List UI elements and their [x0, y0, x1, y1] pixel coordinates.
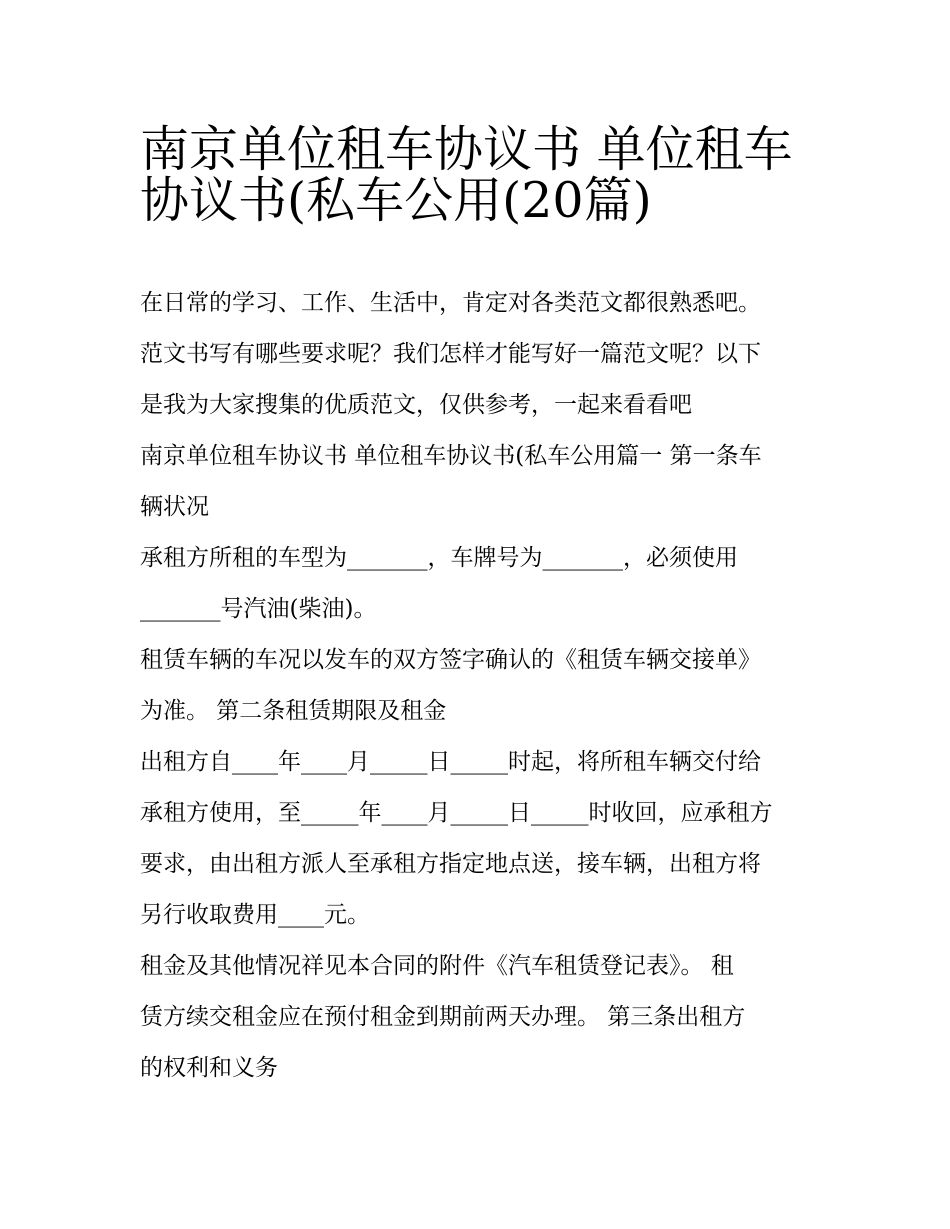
text-line: 是我为大家搜集的优质范文，仅供参考，一起来看看吧 — [140, 392, 692, 418]
paragraph-vehicle-info — [140, 533, 830, 635]
paragraph-intro — [140, 278, 830, 431]
document-body — [140, 278, 830, 1094]
text-line: 承租方所租的车型为_______，车牌号为_______，必须使用 — [140, 545, 738, 571]
text-line: 赁方续交租金应在预付租金到期前两天办理。 第三条出租方 — [140, 1004, 746, 1030]
text-line: 辆状况 — [140, 494, 209, 520]
text-line: 在日常的学习、工作、生活中，肯定对各类范文都很熟悉吧。 — [140, 290, 761, 316]
text-line: 为准。 第二条租赁期限及租金 — [140, 698, 447, 724]
text-line: 要求，由出租方派人至承租方指定地点送，接车辆，出租方将 — [140, 851, 761, 877]
paragraph-rent-details — [140, 941, 830, 1094]
paragraph-section-heading — [140, 431, 830, 533]
text-line: 租金及其他情况祥见本合同的附件《汽车租赁登记表》。 租 — [140, 953, 734, 979]
text-line: _______号汽油(柴油)。 — [140, 596, 377, 622]
text-line: 南京单位租车协议书 单位租车协议书(私车公用篇一 第一条车 — [140, 443, 762, 469]
paragraph-lease-term — [140, 737, 830, 941]
title-line-1: 南京单位租车协议书 单位租车 — [140, 121, 793, 178]
title-line-2: 协议书(私车公用(20篇) — [140, 172, 652, 229]
text-line: 承租方使用，至_____年____月_____日_____时收回，应承租方 — [140, 800, 773, 826]
paragraph-vehicle-condition — [140, 635, 830, 737]
text-line: 另行收取费用____元。 — [140, 902, 370, 928]
text-line: 范文书写有哪些要求呢？我们怎样才能写好一篇范文呢？以下 — [140, 341, 761, 367]
text-line: 的权利和义务 — [140, 1055, 278, 1081]
text-line: 出租方自____年____月_____日_____时起，将所租车辆交付给 — [140, 749, 761, 775]
document-title — [140, 112, 830, 229]
text-line: 租赁车辆的车况以发车的双方签字确认的《租赁车辆交接单》 — [140, 647, 761, 673]
